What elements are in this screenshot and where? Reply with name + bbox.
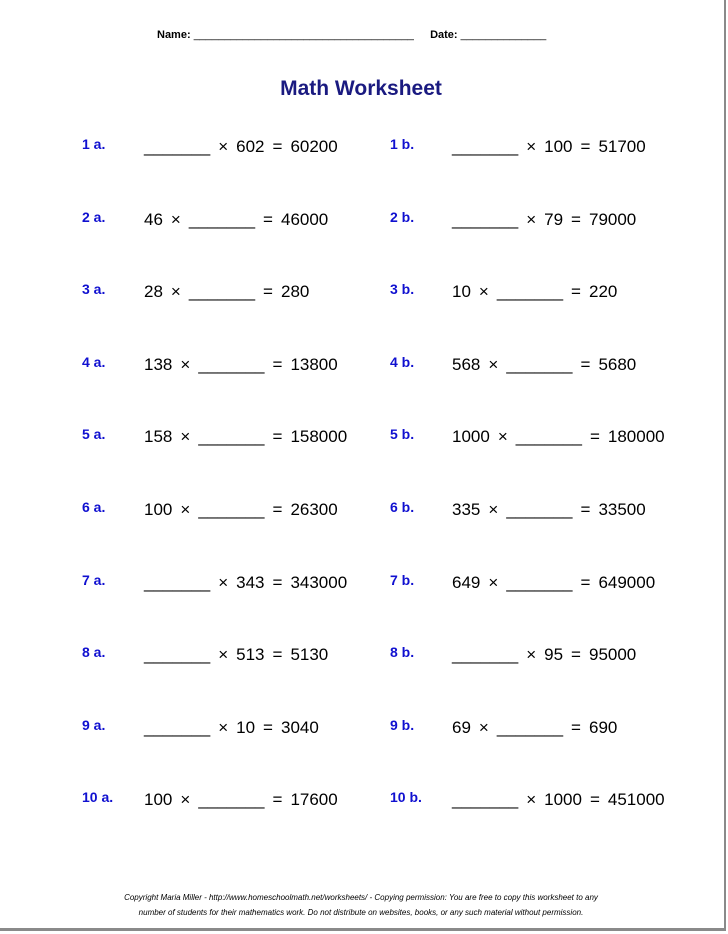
equals-sign: = [272, 573, 283, 592]
equals-sign: = [571, 210, 581, 229]
answer-blank: _______ [506, 355, 573, 374]
equals-sign: = [272, 790, 283, 809]
equals-sign: = [580, 500, 591, 519]
times-sign: × [478, 282, 489, 301]
operand: 451000 [607, 790, 665, 809]
footer-line-2: number of students for their mathematics work. Do not distribute on websites, books, or any such material without permission. [138, 908, 584, 917]
date-blank: ______________ [460, 29, 547, 41]
problem-expression [452, 790, 665, 810]
equals-sign: = [272, 500, 283, 519]
answer-blank: _______ [144, 573, 211, 592]
equals-sign: = [580, 137, 591, 156]
problem-expression [452, 355, 636, 375]
problem-label: 3 b. [390, 281, 415, 297]
operand: 158000 [290, 427, 348, 446]
operand: 649 [452, 573, 481, 592]
equals-sign: = [571, 718, 581, 737]
operand: 158 [144, 427, 173, 446]
operand: 28 [144, 282, 163, 301]
times-sign: × [526, 210, 537, 229]
problem-label: 4 a. [82, 354, 106, 370]
problem-label: 5 a. [82, 426, 106, 442]
problem-expression [452, 500, 646, 520]
problem-expression [144, 210, 328, 230]
equals-sign: = [571, 282, 581, 301]
operand: 1000 [452, 427, 490, 446]
problem-label: 3 a. [82, 281, 106, 297]
problem-expression [144, 427, 347, 447]
operand: 3040 [280, 718, 319, 737]
operand: 1000 [544, 790, 582, 809]
operand: 10 [236, 718, 256, 737]
equals-sign: = [571, 645, 581, 664]
times-sign: × [526, 790, 537, 809]
answer-blank: _______ [144, 718, 211, 737]
operand: 100 [144, 790, 173, 809]
answer-blank: _______ [452, 210, 519, 229]
problem-expression [452, 573, 655, 593]
name-label: Name: [157, 29, 191, 41]
problem-label: 6 b. [390, 499, 415, 515]
problem-expression [144, 790, 338, 810]
name-blank: ____________________________________ [193, 29, 414, 41]
answer-blank: _______ [515, 427, 582, 446]
operand: 220 [588, 282, 618, 301]
operand: 280 [280, 282, 310, 301]
times-sign: × [497, 427, 508, 446]
operand: 69 [452, 718, 471, 737]
problem-expression [452, 718, 617, 738]
problem-expression [144, 500, 338, 520]
times-sign: × [488, 500, 499, 519]
times-sign: × [526, 645, 537, 664]
problem-label: 1 a. [82, 136, 106, 152]
operand: 46000 [280, 210, 329, 229]
problem-expression [452, 427, 665, 447]
operand: 100 [544, 137, 573, 156]
answer-blank: _______ [452, 790, 519, 809]
operand: 513 [236, 645, 265, 664]
operand: 60200 [290, 137, 338, 156]
problem-label: 2 a. [82, 209, 106, 225]
answer-blank: _______ [506, 573, 573, 592]
equals-sign: = [272, 427, 283, 446]
answer-blank: _______ [496, 718, 564, 737]
problem-expression [144, 137, 338, 157]
times-sign: × [488, 355, 499, 374]
operand: 5680 [598, 355, 637, 374]
answer-blank: _______ [198, 500, 265, 519]
problem-label: 8 a. [82, 644, 106, 660]
problem-label: 8 b. [390, 644, 415, 660]
equals-sign: = [580, 355, 591, 374]
operand: 568 [452, 355, 481, 374]
answer-blank: _______ [188, 282, 256, 301]
times-sign: × [180, 427, 191, 446]
problem-expression [144, 355, 338, 375]
times-sign: × [218, 137, 229, 156]
problem-label: 1 b. [390, 136, 415, 152]
equals-sign: = [263, 718, 273, 737]
answer-blank: _______ [144, 137, 211, 156]
times-sign: × [170, 210, 181, 229]
operand: 51700 [598, 137, 646, 156]
equals-sign: = [580, 573, 591, 592]
answer-blank: _______ [198, 790, 265, 809]
problem-expression [144, 282, 309, 302]
operand: 649000 [598, 573, 656, 592]
times-sign: × [218, 718, 229, 737]
operand: 79000 [588, 210, 637, 229]
operand: 100 [144, 500, 173, 519]
operand: 180000 [607, 427, 665, 446]
answer-blank: _______ [188, 210, 256, 229]
problem-label: 2 b. [390, 209, 415, 225]
operand: 343000 [290, 573, 348, 592]
operand: 13800 [290, 355, 338, 374]
problem-label: 7 b. [390, 572, 415, 588]
problem-label: 7 a. [82, 572, 106, 588]
problem-label: 4 b. [390, 354, 415, 370]
times-sign: × [218, 573, 229, 592]
operand: 138 [144, 355, 173, 374]
problem-label: 10 b. [390, 789, 422, 805]
problem-label: 9 b. [390, 717, 415, 733]
equals-sign: = [589, 790, 600, 809]
header-fields [157, 29, 546, 41]
problem-expression [452, 137, 646, 157]
footer-line-1: Copyright Maria Miller - http://www.homeschoolmath.net/worksheets/ - Copying permission: You are free to copy this worksheet to any [124, 893, 598, 902]
operand: 343 [236, 573, 265, 592]
problem-expression [452, 645, 636, 665]
times-sign: × [478, 718, 489, 737]
answer-blank: _______ [198, 427, 265, 446]
operand: 95000 [588, 645, 637, 664]
operand: 26300 [290, 500, 338, 519]
equals-sign: = [263, 210, 273, 229]
problem-expression [144, 718, 319, 738]
problem-expression [144, 573, 347, 593]
equals-sign: = [272, 355, 283, 374]
answer-blank: _______ [452, 137, 519, 156]
equals-sign: = [589, 427, 600, 446]
problem-label: 10 a. [82, 789, 114, 805]
operand: 79 [544, 210, 564, 229]
times-sign: × [180, 500, 191, 519]
equals-sign: = [272, 645, 283, 664]
operand: 46 [144, 210, 163, 229]
answer-blank: _______ [506, 500, 573, 519]
times-sign: × [180, 355, 191, 374]
operand: 690 [588, 718, 618, 737]
times-sign: × [488, 573, 499, 592]
operand: 95 [544, 645, 564, 664]
copyright-footer [0, 890, 722, 920]
answer-blank: _______ [144, 645, 211, 664]
times-sign: × [526, 137, 537, 156]
equals-sign: = [272, 137, 283, 156]
date-label: Date: [430, 29, 458, 41]
operand: 5130 [290, 645, 329, 664]
operand: 335 [452, 500, 481, 519]
problem-label: 9 a. [82, 717, 106, 733]
equals-sign: = [263, 282, 273, 301]
problem-expression [452, 282, 617, 302]
problem-label: 6 a. [82, 499, 106, 515]
answer-blank: _______ [452, 645, 519, 664]
times-sign: × [170, 282, 181, 301]
times-sign: × [180, 790, 191, 809]
operand: 602 [236, 137, 265, 156]
problem-expression [144, 645, 328, 665]
page-title: Math Worksheet [280, 77, 442, 100]
answer-blank: _______ [496, 282, 564, 301]
operand: 17600 [290, 790, 338, 809]
times-sign: × [218, 645, 229, 664]
operand: 33500 [598, 500, 646, 519]
answer-blank: _______ [198, 355, 265, 374]
problem-expression [452, 210, 636, 230]
problem-label: 5 b. [390, 426, 415, 442]
operand: 10 [452, 282, 471, 301]
